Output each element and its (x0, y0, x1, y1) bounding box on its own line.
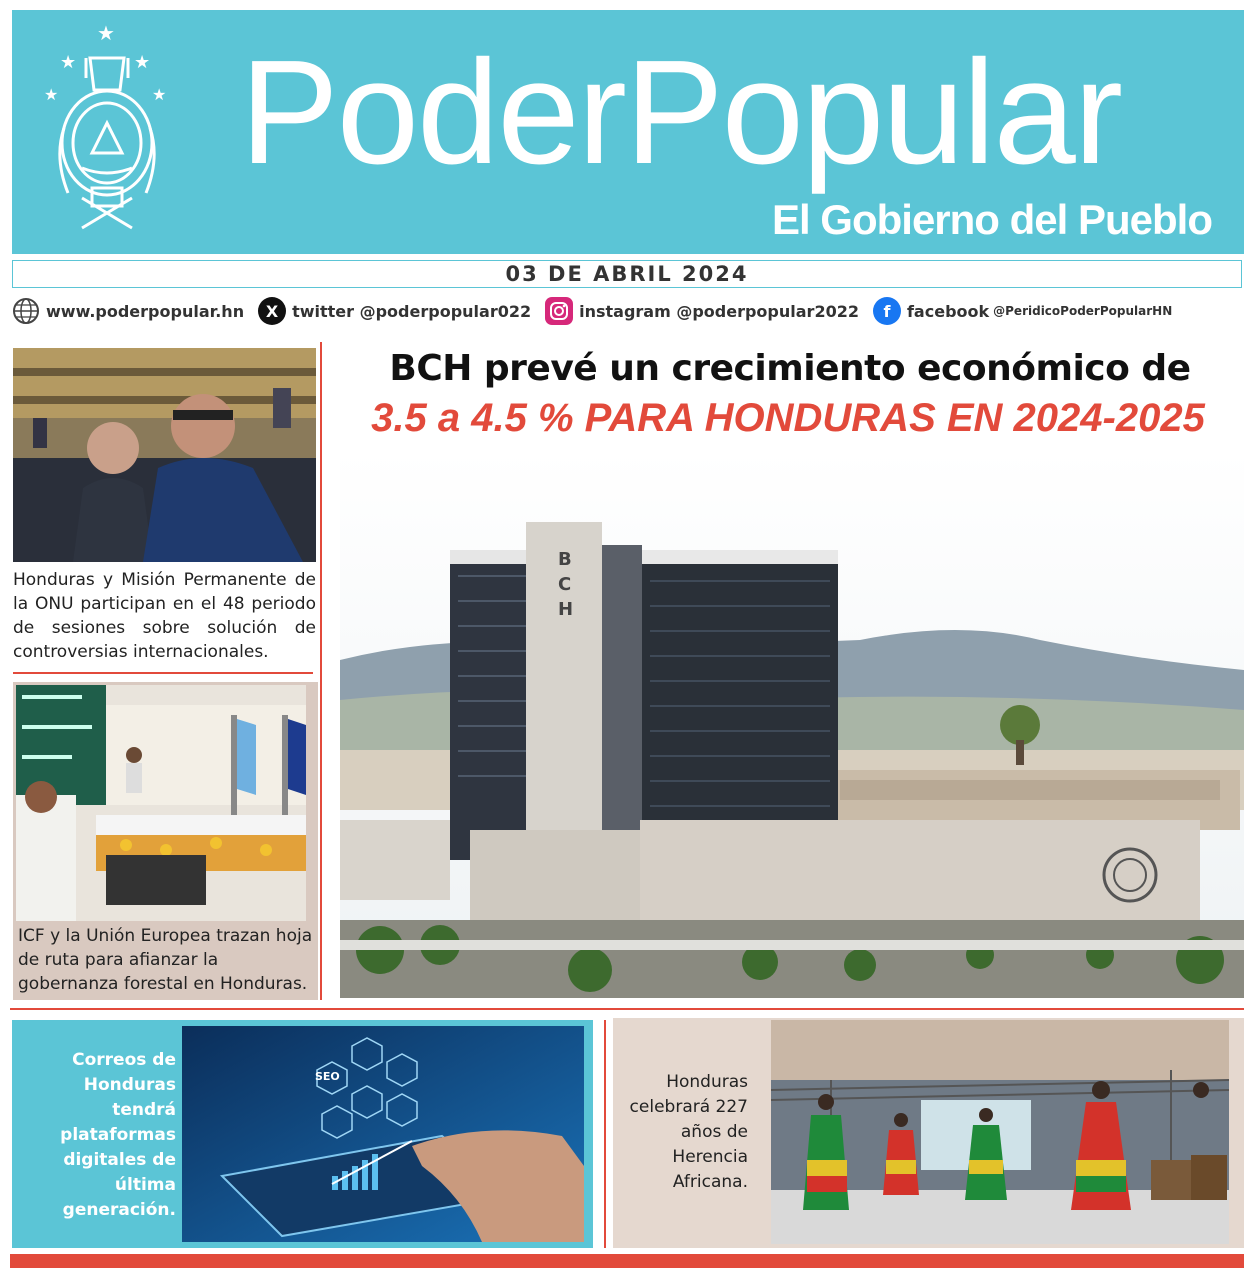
issue-date: 03 DE ABRIL 2024 (505, 262, 749, 286)
bch-sign: B (558, 549, 572, 570)
divider (13, 672, 313, 674)
instagram-handle: instagram @poderpopular2022 (579, 301, 859, 321)
instagram-link[interactable] (545, 297, 859, 325)
svg-text:★: ★ (44, 85, 59, 104)
herencia-story-box (613, 1018, 1244, 1248)
masthead-subtitle: El Gobierno del Pueblo (771, 196, 1212, 243)
icf-caption: ICF y la Unión Europea trazan hoja de ruta para afianzar la gobernanza forestal en Honduras. (18, 926, 313, 994)
masthead (12, 10, 1244, 254)
svg-text:★: ★ (97, 21, 115, 45)
digital-tablet-photo[interactable] (182, 1026, 584, 1242)
svg-text:★: ★ (60, 52, 77, 73)
divider (604, 1020, 606, 1248)
seo-tag: SEO (315, 1070, 340, 1083)
twitter-link[interactable] (258, 297, 531, 325)
footer-bar (10, 1254, 1244, 1268)
svg-text:H: H (558, 599, 574, 620)
facebook-handle: @PeridicoPoderPopularHN (993, 304, 1173, 318)
onu-caption: Honduras y Misión Permanente de la ONU participan en el 48 periodo de sesiones sobre solución de controversias internacionales. (13, 570, 316, 662)
facebook-link[interactable] (873, 297, 1172, 325)
website-link[interactable] (12, 297, 244, 325)
icf-event-photo[interactable] (16, 685, 306, 921)
date-bar (12, 260, 1242, 288)
facebook-label: facebook (906, 301, 990, 321)
main-headline: BCH prevé un crecimiento económico de (389, 348, 1191, 389)
icf-story-box (13, 682, 318, 1000)
social-bar (12, 294, 1248, 328)
divider (10, 1008, 1244, 1010)
svg-text:C: C (558, 574, 572, 595)
globe-icon (12, 297, 40, 325)
facebook-icon: f (873, 297, 901, 325)
twitter-handle: twitter @poderpopular022 (292, 301, 532, 321)
left-column (8, 342, 322, 1000)
instagram-icon (545, 297, 573, 325)
coat-of-arms-icon (42, 18, 172, 238)
african-heritage-dance-photo[interactable] (771, 1020, 1229, 1244)
correos-caption: Correos de Honduras tendrá plataformas digitales de última generación. (60, 1050, 176, 1220)
bch-building-photo[interactable] (340, 450, 1244, 998)
svg-text:★: ★ (134, 52, 151, 73)
x-icon: X (258, 297, 286, 325)
herencia-caption: Honduras celebrará 227 años de Herencia Africana. (629, 1072, 748, 1192)
correos-story-box (12, 1020, 593, 1248)
website-url: www.poderpopular.hn (46, 301, 245, 321)
masthead-title: PoderPopular (240, 30, 1122, 195)
main-subheadline: 3.5 a 4.5 % PARA HONDURAS EN 2024-2025 (371, 396, 1205, 440)
svg-text:★: ★ (152, 85, 167, 104)
onu-meeting-photo[interactable] (13, 348, 316, 562)
